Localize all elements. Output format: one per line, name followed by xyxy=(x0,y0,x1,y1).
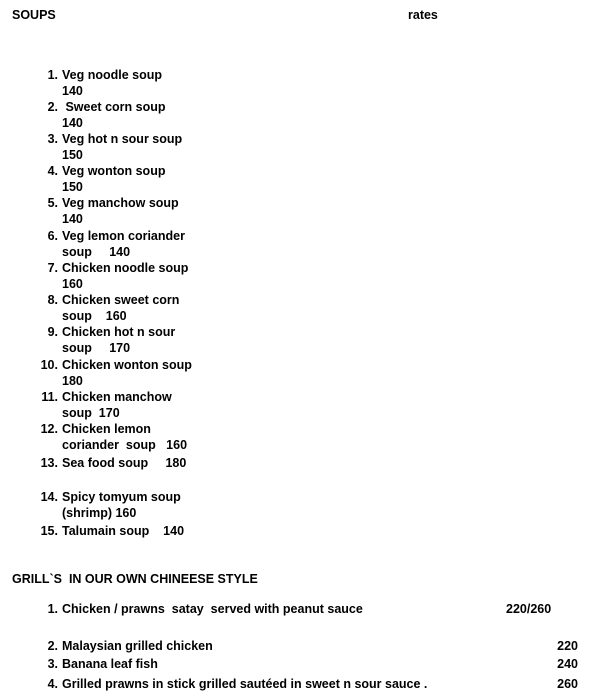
item-price: 150 xyxy=(62,180,83,194)
item-name: Talumain soup 140 xyxy=(62,524,185,538)
item-name: Chicken / prawns satay served with peanut sauce xyxy=(62,602,363,616)
item-name: Sweet corn soup xyxy=(62,100,166,114)
item-name: Chicken hot n sour xyxy=(62,325,176,339)
item-name: Veg manchow soup xyxy=(62,196,179,210)
item-number: 3. xyxy=(47,132,58,146)
item-number: 5. xyxy=(47,196,58,210)
item-price: soup 170 xyxy=(62,406,120,420)
item-name: Chicken manchow xyxy=(62,390,172,404)
item-name: Chicken wonton soup xyxy=(62,358,192,372)
item-price: 180 xyxy=(62,374,83,388)
item-number: 7. xyxy=(47,261,58,275)
item-number: 4. xyxy=(47,164,58,178)
item-price: soup 160 xyxy=(62,309,127,323)
item-name: Veg hot n sour soup xyxy=(62,132,183,146)
item-price: coriander soup 160 xyxy=(62,438,188,452)
item-price: 160 xyxy=(62,277,83,291)
item-number: 2. xyxy=(47,100,58,114)
item-price: 220/260 xyxy=(506,602,552,616)
item-name: Chicken sweet corn xyxy=(62,293,180,307)
item-name: Banana leaf fish xyxy=(62,657,158,671)
item-number: 11. xyxy=(41,390,58,404)
item-number: 12. xyxy=(40,422,58,436)
item-price: 140 xyxy=(62,84,83,98)
item-name: Veg lemon coriander xyxy=(62,229,185,243)
item-name: Grilled prawns in stick grilled sautéed in sweet n sour sauce . xyxy=(62,677,428,691)
item-number: 13. xyxy=(40,456,58,470)
item-number: 2. xyxy=(47,639,58,653)
item-number: 10. xyxy=(40,358,58,372)
item-name: Malaysian grilled chicken xyxy=(62,639,213,653)
item-price: 260 xyxy=(557,677,578,691)
item-name: Veg wonton soup xyxy=(62,164,166,178)
item-name: Sea food soup 180 xyxy=(62,456,187,470)
item-price: 140 xyxy=(62,116,83,130)
item-name: Veg noodle soup xyxy=(62,68,163,82)
item-name: Chicken lemon xyxy=(62,422,151,436)
item-price: 220 xyxy=(557,639,578,653)
soups-title: SOUPS xyxy=(12,8,56,22)
item-number: 1. xyxy=(47,602,58,616)
item-number: 1. xyxy=(47,68,58,82)
item-number: 9. xyxy=(47,325,58,339)
item-price: soup 170 xyxy=(62,341,131,355)
item-price: soup 140 xyxy=(62,245,131,259)
item-number: 14. xyxy=(40,490,58,504)
item-price: 140 xyxy=(62,212,83,226)
item-name: Chicken noodle soup xyxy=(62,261,189,275)
item-number: 3. xyxy=(47,657,58,671)
rates-label: rates xyxy=(408,8,438,22)
item-number: 15. xyxy=(40,524,58,538)
item-number: 4. xyxy=(47,677,58,691)
grills-title: GRILL`S IN OUR OWN CHINEESE STYLE xyxy=(12,572,258,586)
item-price: 240 xyxy=(557,657,578,671)
item-price: 150 xyxy=(62,148,83,162)
item-number: 6. xyxy=(47,229,58,243)
item-price: (shrimp) 160 xyxy=(62,506,137,520)
item-name: Spicy tomyum soup xyxy=(62,490,181,504)
item-number: 8. xyxy=(47,293,58,307)
